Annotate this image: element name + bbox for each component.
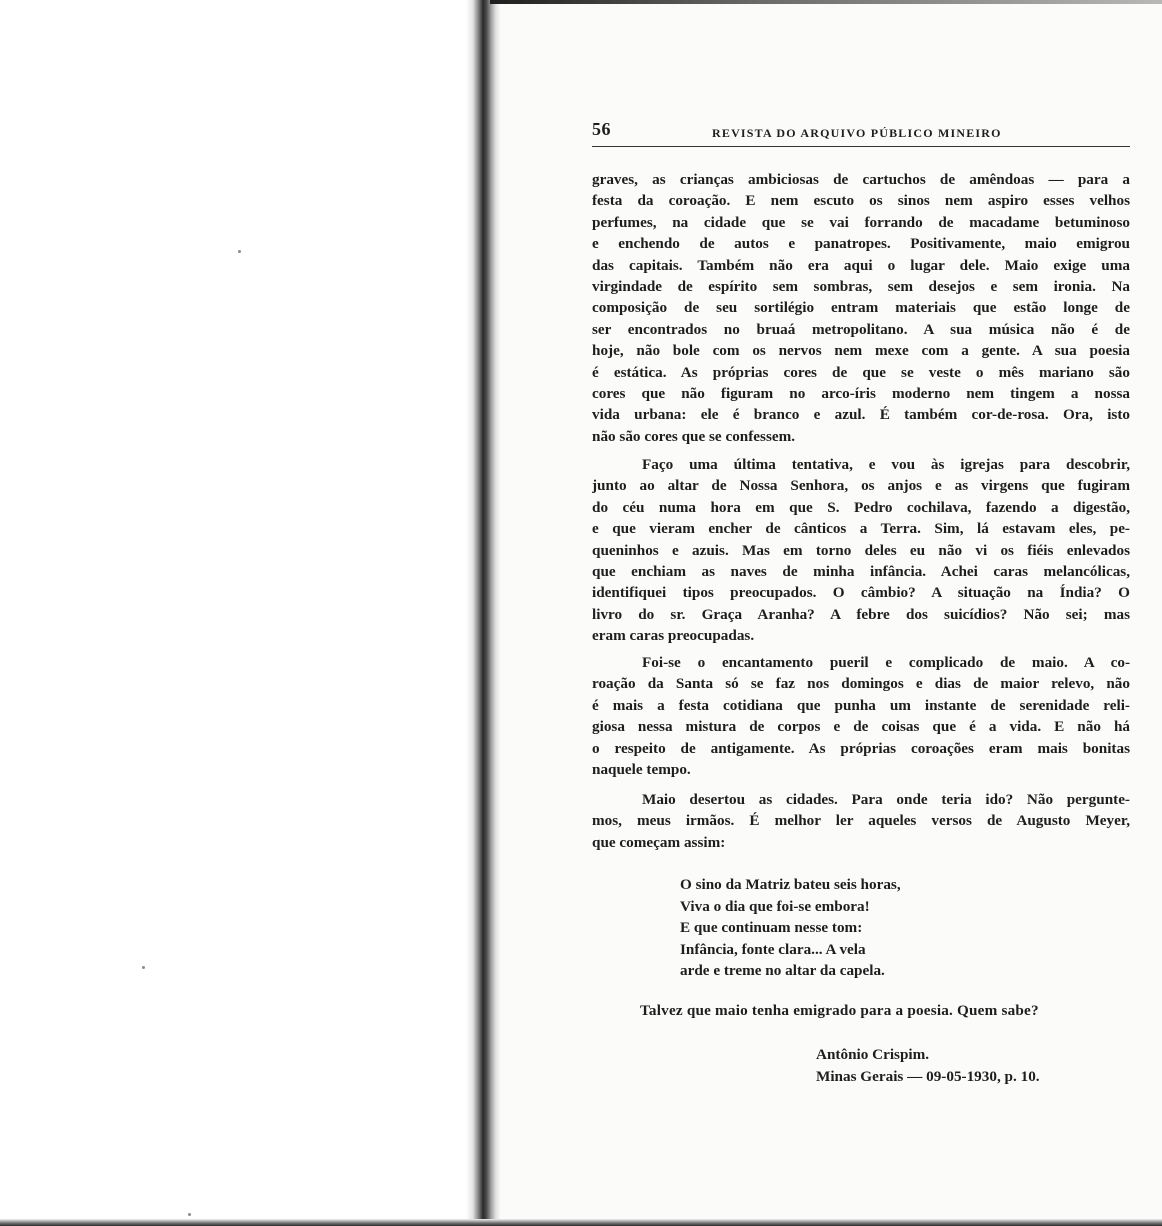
text-line: que começam assim: (592, 833, 726, 851)
text-line: vida urbana: ele é branco e azul. É também cor-de-rosa. Ora, isto (592, 406, 1130, 424)
text-line: Foi-se o encantamento pueril e complicado de maio. A co- (642, 654, 1130, 671)
text-line: que enchiam as naves de minha infância. Achei caras melancólicas, (592, 563, 1130, 581)
text-line: junto ao altar de Nossa Senhora, os anjos e as virgens que fugiram (592, 477, 1130, 495)
text-line: das capitais. Também não era aqui o lugar dele. Maio exige uma (592, 256, 1130, 274)
text-line: é estática. As próprias cores de que se veste o mês mariano são (592, 363, 1130, 381)
text-line: identifiquei tipos preocupados. O câmbio? A situação na Índia? O (592, 584, 1130, 602)
text-line: graves, as crianças ambiciosas de cartuchos de amêndoas — para a (592, 171, 1130, 188)
text-line: Faço uma última tentativa, e vou às igrejas para descobrir, (642, 456, 1130, 473)
text-line: festa da coroação. E nem escuto os sinos nem aspiro esses velhos (592, 192, 1130, 210)
text-line: giosa nessa mistura de corpos e de coisas que é a vida. E não há (592, 718, 1130, 736)
closing-line: Talvez que maio tenha emigrado para a poesia. Quem sabe? (640, 1002, 1039, 1019)
poem-line: Infância, fonte clara... A vela (680, 940, 866, 958)
text-line: ser encontrados no bruaá metropolitano. A sua música não é de (592, 320, 1130, 338)
poem-line: Viva o dia que foi-se embora! (680, 897, 870, 915)
text-line: roação da Santa só se faz nos domingos e dias de maior relevo, não (592, 675, 1130, 693)
paragraph-4 (592, 789, 1130, 853)
text-line: cores que não figuram no arco-íris moderno nem tingem a nossa (592, 385, 1130, 403)
text-line: e enchendo de autos e panatropes. Positivamente, maio emigrou (592, 235, 1130, 253)
text-line: e que vieram encher de cânticos a Terra. Sim, lá estavam eles, pe- (592, 520, 1130, 538)
bottom-page-edge (0, 1219, 1162, 1226)
poem-line: O sino da Matriz bateu seis horas, (680, 876, 901, 893)
paragraph-3 (592, 652, 1130, 780)
text-line: mos, meus irmãos. É melhor ler aqueles versos de Augusto Meyer, (592, 812, 1130, 830)
text-line: naquele tempo. (592, 761, 691, 779)
poem-line: E que continuam nesse tom: (680, 919, 863, 937)
text-line: Maio desertou as cidades. Para onde teria ido? Não pergunte- (642, 791, 1130, 808)
text-line: não são cores que se confessem. (592, 427, 796, 445)
text-line: perfumes, na cidade que se vai forrando de macadame betuminoso (592, 213, 1130, 231)
text-line: do céu numa hora em que S. Pedro cochilava, fazendo a digestão, (592, 498, 1130, 516)
running-head: REVISTA DO ARQUIVO PÚBLICO MINEIRO (712, 126, 1002, 140)
text-line: queninhos e azuis. Mas em torno deles eu não vi os fiéis enlevados (592, 541, 1130, 559)
top-page-edge (490, 0, 1162, 4)
poem-quotation (680, 874, 901, 982)
paper-speck (188, 1213, 191, 1216)
text-line: eram caras preocupadas. (592, 627, 755, 645)
text-line: o respeito de antigamente. As próprias coroações eram mais bonitas (592, 739, 1130, 757)
header-rule (592, 146, 1130, 147)
text-line: hoje, não bole com os nervos nem mexe com a gente. A sua poesia (592, 342, 1130, 360)
paper-speck (238, 250, 241, 253)
poem-line: arde e treme no altar da capela. (680, 962, 885, 980)
text-line: composição de seu sortilégio entram materiais que estão longe de (592, 299, 1130, 317)
left-blank-page (0, 0, 468, 1226)
source-citation: Minas Gerais — 09-05-1930, p. 10. (816, 1068, 1040, 1085)
signature-block (816, 1044, 1040, 1088)
text-line: é mais a festa cotidiana que punha um instante de serenidade reli- (592, 696, 1130, 714)
paper-speck (142, 966, 145, 969)
page-number: 56 (592, 119, 611, 139)
author-name: Antônio Crispim. (816, 1046, 930, 1063)
text-line: livro do sr. Graça Aranha? A febre dos suicídios? Não sei; mas (592, 605, 1130, 623)
paragraph-2 (592, 454, 1130, 647)
text-line: virgindade de espírito sem sombras, sem desejos e sem ironia. Na (592, 278, 1130, 296)
paragraph-1 (592, 169, 1130, 447)
book-gutter-shadow (466, 0, 500, 1226)
